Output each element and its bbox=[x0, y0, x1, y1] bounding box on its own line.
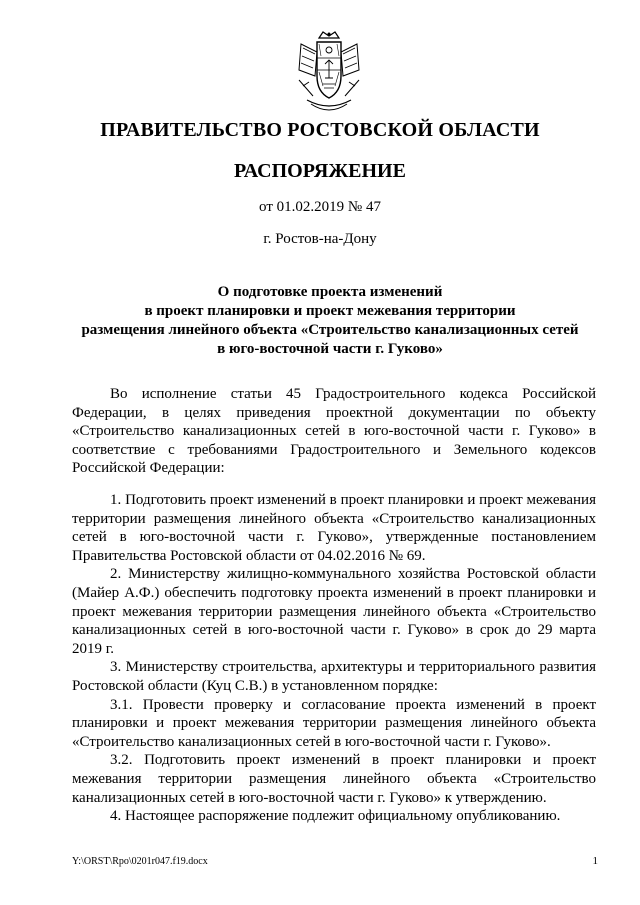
footer-file-path: Y:\ORST\Rpo\0201r047.f19.docx bbox=[72, 856, 208, 867]
subject-line: в проект планировки и проект межевания территории bbox=[144, 303, 516, 319]
order-item: 3. Министерству строительства, архитектуры и территориального развития Ростовской области (Куц С.В.) в установленном порядке: bbox=[72, 659, 596, 694]
order-item: 2. Министерству жилищно-коммунального хозяйства Ростовской области (Майер А.Ф.) обеспечить подготовку проекта изменений в проект планировки и проект межевания территории размещения линейного объекта «Строительство канализационных сетей в юго-восточной части г. Гуково» в срок до 29 марта 2019 г. bbox=[72, 566, 596, 657]
government-title: ПРАВИТЕЛЬСТВО РОСТОВСКОЙ ОБЛАСТИ bbox=[100, 119, 540, 141]
subject-line: размещения линейного объекта «Строительство канализационных сетей bbox=[81, 322, 579, 338]
subject-line: О подготовке проекта изменений bbox=[217, 284, 443, 300]
order-item: 3.1. Провести проверку и согласование проекта изменений в проект планировки и проект межевания территории размещения линейного объекта «Строительство канализационных сетей в юго-восточной части г. Гуково». bbox=[72, 696, 596, 750]
date-and-number: от 01.02.2019 № 47 bbox=[259, 199, 381, 215]
page-number: 1 bbox=[592, 855, 598, 867]
order-item: 3.2. Подготовить проект изменений в проект планировки и проект межевания территории размещения линейного объекта «Строительство канализационных сетей в юго-восточной части г. Гуково» к утверждению. bbox=[72, 752, 596, 806]
order-item: 1. Подготовить проект изменений в проект планировки и проект межевания территории размещения линейного объекта «Строительство канализационных сетей в юго-восточной части г. Гуково», утвержденные постановлением Правительства Ростовской области от 04.02.2016 № 69. bbox=[72, 492, 596, 564]
city-line: г. Ростов-на-Дону bbox=[263, 231, 377, 247]
intro-paragraph: Во исполнение статьи 45 Градостроительного кодекса Российской Федерации, в целях приведения проектной документации по объекту «Строительство канализационных сетей в юго-восточной части г. Гуково» в соответствие с требованиями Градостроительного и Земельного кодексов Российской Федерации: bbox=[72, 386, 596, 477]
order-item: 4. Настоящее распоряжение подлежит официальному опубликованию. bbox=[110, 808, 561, 825]
intro-paragraph-block bbox=[72, 385, 596, 478]
document-subject bbox=[70, 283, 590, 359]
order-items bbox=[72, 491, 596, 826]
subject-line: в юго-восточной части г. Гуково» bbox=[217, 341, 443, 357]
document-type-title: РАСПОРЯЖЕНИЕ bbox=[234, 160, 406, 182]
rostov-oblast-coat-of-arms-icon bbox=[295, 30, 363, 116]
